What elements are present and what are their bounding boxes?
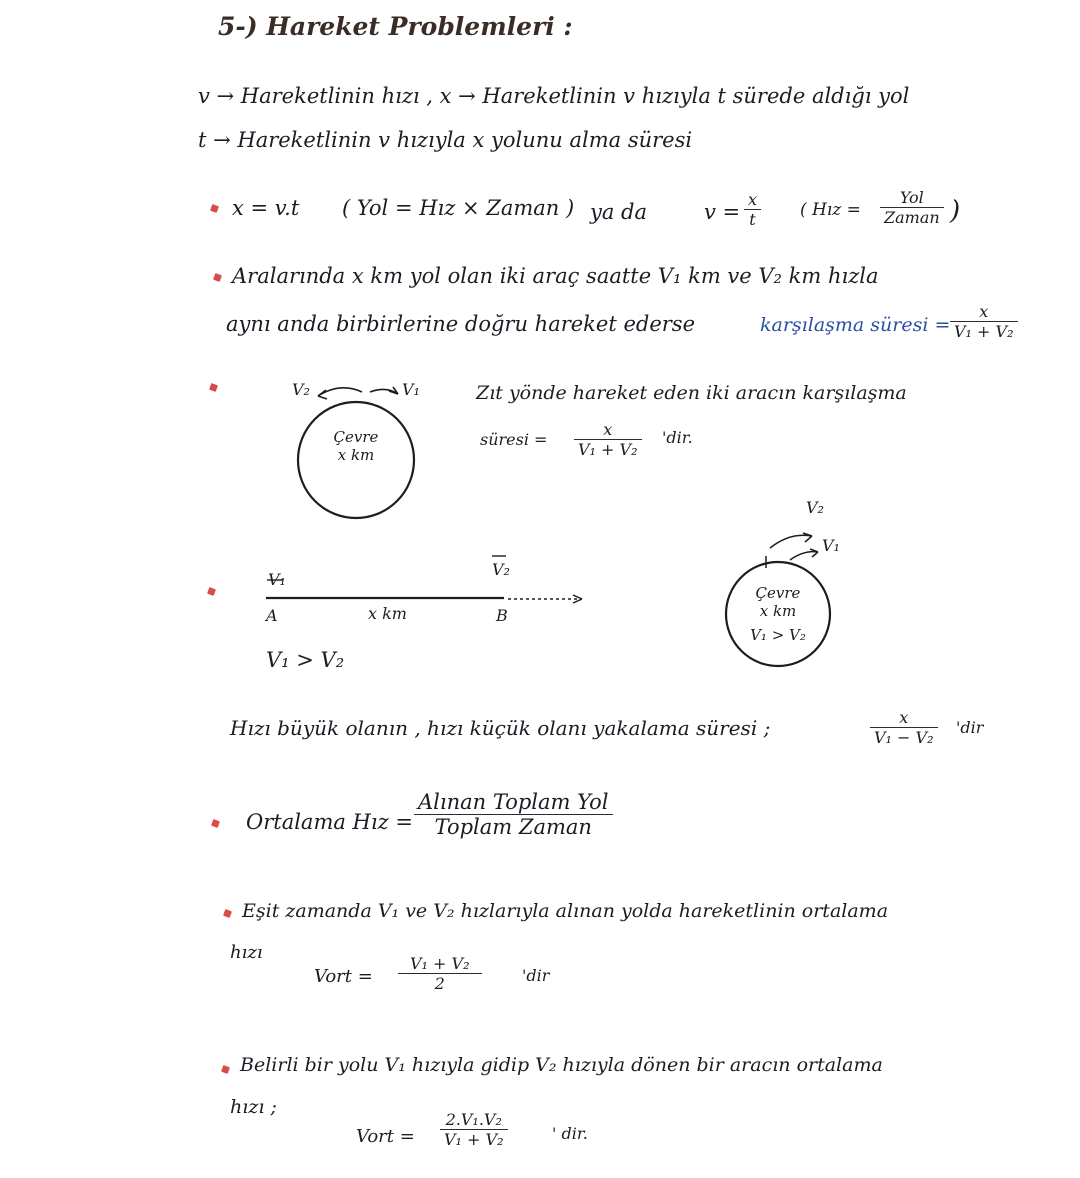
meeting-label: karşılaşma süresi =: [760, 314, 951, 336]
meeting-line-1: Aralarında x km yol olan iki araç saatte V₁ km ve V₂ km hızla: [232, 264, 879, 288]
round-trip-lhs: Vort =: [356, 1126, 415, 1147]
circle-opposite-label: [320, 428, 392, 464]
fraction-numerator: x: [603, 420, 613, 439]
fraction-numerator: x: [899, 708, 909, 727]
fraction-denominator: 2: [434, 974, 445, 993]
fraction-numerator: Yol: [899, 188, 924, 207]
circle-label-line-2: x km: [337, 446, 375, 464]
formula-description: ( Yol = Hız × Zaman ): [342, 196, 575, 220]
circle-opposite-sure: süresi =: [480, 430, 548, 449]
fraction-numerator: V₁ + V₂: [410, 954, 470, 973]
circle-opposite-v2: V₂: [292, 380, 310, 399]
round-trip-line-1: Belirli bir yolu V₁ hızıyla gidip V₂ hızıyla dönen bir aracın ortalama: [240, 1054, 883, 1076]
point-b: B: [496, 606, 508, 625]
fraction-numerator: x: [979, 302, 989, 321]
equal-time-line-1: Eşit zamanda V₁ ve V₂ hızlarıyla alınan yolda hareketlinin ortalama: [242, 900, 889, 922]
catch-suffix: 'dir: [956, 718, 984, 737]
formula-or: ya da: [590, 200, 648, 224]
fraction-denominator: Toplam Zaman: [434, 815, 592, 839]
equal-time-suffix: 'dir: [522, 966, 550, 985]
average-fraction: [414, 790, 613, 839]
page-title: 5-) Hareket Problemleri :: [218, 12, 573, 41]
average-label: Ortalama Hız =: [246, 810, 413, 834]
formula-paren-close: ): [950, 196, 961, 226]
circle-opposite-text: Zıt yönde hareket eden iki aracın karşılaşma: [476, 382, 907, 404]
circle-opposite-fraction: [574, 420, 642, 459]
meeting-line-2: aynı anda birbirlerine doğru hareket ederse: [226, 312, 695, 336]
equal-time-fraction: [398, 954, 482, 993]
fraction-numerator: 2.V₁.V₂: [445, 1110, 502, 1129]
round-trip-fraction: [440, 1110, 508, 1149]
fraction-numerator: Alınan Toplam Yol: [418, 790, 609, 814]
circle-label-line-2: x km: [759, 602, 797, 620]
arrow-head: [803, 533, 812, 542]
fraction-denominator: V₁ + V₂: [578, 440, 638, 459]
arrow-head: [810, 549, 818, 557]
definition-line-2: t → Hareketlinin v hızıyla x yolunu alma süresi: [198, 128, 693, 152]
round-trip-suffix: ' dir.: [552, 1124, 588, 1143]
line-condition: V₁ > V₂: [266, 648, 345, 672]
circle-label-line-1: Çevre: [333, 428, 379, 446]
circle-same-v2: V₂: [806, 498, 824, 517]
formula-paren-lhs: ( Hız =: [800, 200, 861, 220]
formula-alt-lhs: v =: [704, 200, 741, 224]
fraction-denominator: V₁ + V₂: [444, 1130, 504, 1149]
circle-label-line-3: V₁ > V₂: [750, 626, 806, 644]
line-distance: x km: [368, 604, 407, 623]
catch-fraction: [870, 708, 938, 747]
point-a: A: [266, 606, 278, 625]
equal-time-line-2: hızı: [230, 942, 263, 963]
round-trip-line-2: hızı ;: [230, 1096, 277, 1118]
catch-text: Hızı büyük olanın , hızı küçük olanı yakalama süresi ;: [230, 716, 771, 740]
line-v2: V₂: [492, 560, 510, 579]
fraction-denominator: V₁ + V₂: [954, 322, 1014, 341]
line-v1: V₁: [268, 570, 286, 589]
circle-opposite-suffix: 'dir.: [662, 428, 693, 447]
formula-main: x = v.t: [232, 196, 300, 220]
fraction-denominator: V₁ − V₂: [874, 728, 934, 747]
definition-line-1: v → Hareketlinin hızı , x → Hareketlinin v hızıyla t sürede aldığı yol: [198, 84, 910, 108]
fraction-denominator: t: [749, 210, 756, 229]
circle-same-label: [736, 584, 820, 644]
fraction-numerator: x: [748, 190, 758, 209]
circle-label-line-1: Çevre: [755, 584, 801, 602]
fraction-denominator: Zaman: [884, 208, 940, 227]
circle-opposite-v1: V₁: [402, 380, 420, 399]
equal-time-lhs: Vort =: [314, 966, 373, 987]
circle-same-v1: V₁: [822, 536, 840, 555]
